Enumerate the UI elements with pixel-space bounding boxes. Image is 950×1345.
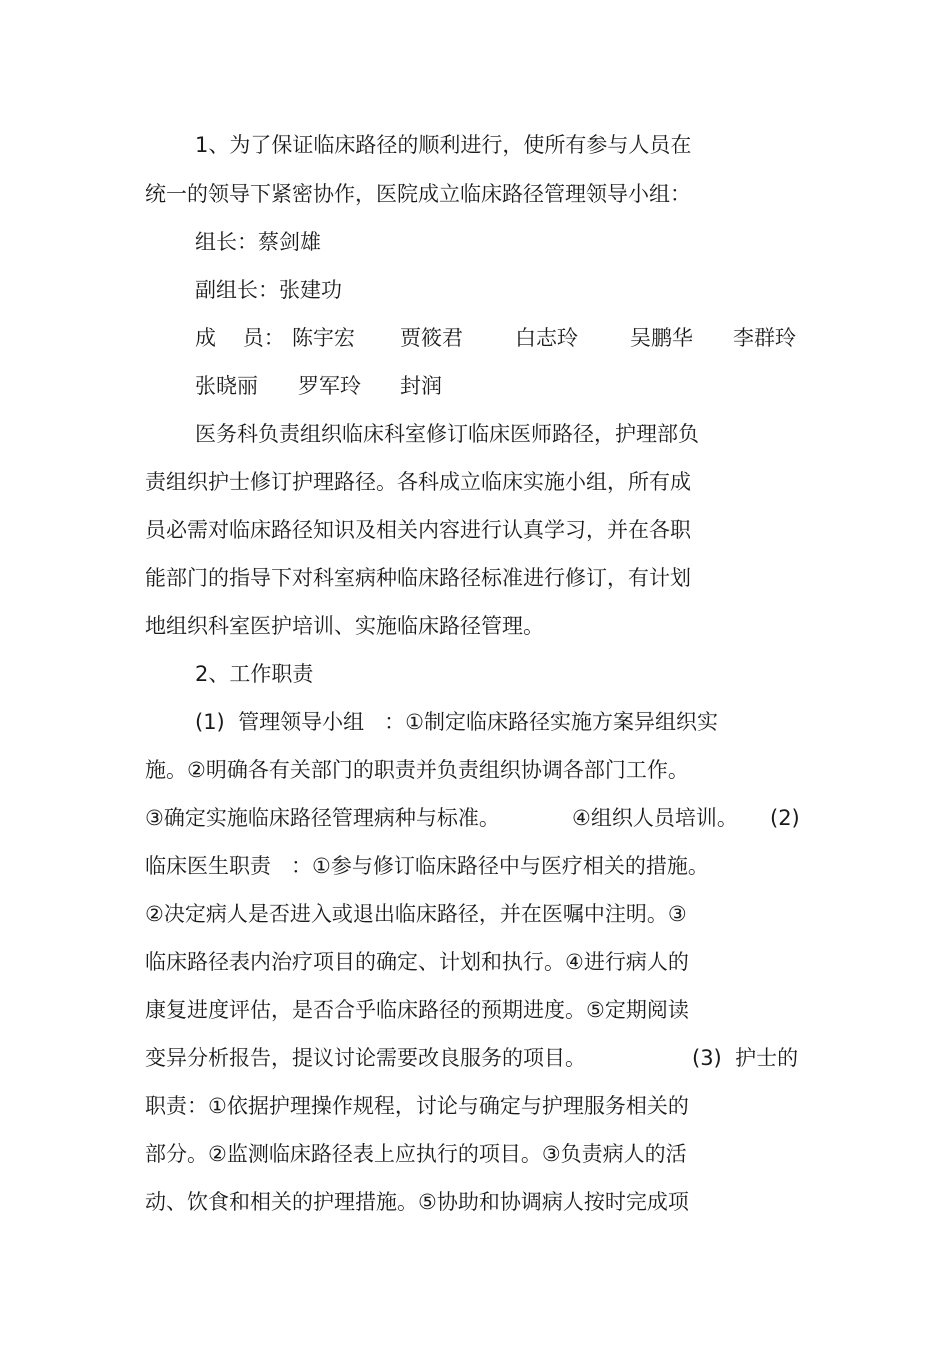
members-row-1: [0, 324, 950, 352]
duty-line-segment: ④组织人员培训。: [572, 806, 738, 830]
duty-line-segment: (3) 护士的: [692, 1046, 799, 1070]
intro-line-2: 统一的领导下紧密协作，医院成立临床路径管理领导小组：: [145, 182, 691, 206]
paragraph-line: 能部门的指导下对科室病种临床路径标准进行修订，有计划: [145, 566, 691, 590]
member-name: 封润: [400, 374, 442, 398]
duty-line: 临床路径表内治疗项目的确定、计划和执行。④进行病人的: [145, 950, 689, 974]
duty-line: ②决定病人是否进入或退出临床路径，并在医嘱中注明。③: [145, 902, 687, 926]
members-label: 成 员：: [195, 326, 285, 350]
member-name: 白志玲: [515, 326, 578, 350]
members-row-2: [0, 372, 950, 400]
duty-line: 临床医生职责 ：①参与修订临床路径中与医疗相关的措施。: [145, 854, 709, 878]
duty-line: 职责：①依据护理操作规程，讨论与确定与护理服务相关的: [145, 1094, 689, 1118]
paragraph-line: 责组织护士修订护理路径。各科成立临床实施小组，所有成: [145, 470, 691, 494]
duty-line-segment: (2): [770, 806, 800, 830]
section-heading: 2、工作职责: [195, 662, 314, 686]
duty-line: 动、饮食和相关的护理措施。⑤协助和协调病人按时完成项: [145, 1190, 689, 1214]
paragraph-line: 员必需对临床路径知识及相关内容进行认真学习，并在各职: [145, 518, 691, 542]
deputy-group-leader: 副组长：张建功: [195, 278, 342, 302]
duty-line: [0, 1044, 950, 1072]
member-name: 贾筱君: [400, 326, 463, 350]
paragraph-line: 地组织科室医护培训、实施临床路径管理。: [145, 614, 544, 638]
paragraph-line: 医务科负责组织临床科室修订临床医师路径，护理部负: [195, 422, 699, 446]
duty-line: [0, 804, 950, 832]
group-leader: 组长：蔡剑雄: [195, 230, 321, 254]
duty-line: (1) 管理领导小组 ：①制定临床路径实施方案异组织实: [195, 710, 718, 734]
member-name: 罗军玲: [298, 374, 361, 398]
duty-line-segment: ③确定实施临床路径管理病种与标准。: [145, 806, 500, 830]
intro-line-1: 1、为了保证临床路径的顺利进行，使所有参与人员在: [195, 133, 692, 157]
member-name: 吴鹏华: [630, 326, 693, 350]
duty-line: 施。②明确各有关部门的职责并负责组织协调各部门工作。: [145, 758, 689, 782]
duty-line-segment: 变异分析报告，提议讨论需要改良服务的项目。: [145, 1046, 586, 1070]
member-name: 陈宇宏: [292, 326, 355, 350]
member-name: 张晓丽: [195, 374, 258, 398]
member-name: 李群玲: [733, 326, 796, 350]
duty-line: 康复进度评估，是否合乎临床路径的预期进度。⑤定期阅读: [145, 998, 689, 1022]
duty-line: 部分。②监测临床路径表上应执行的项目。③负责病人的活: [145, 1142, 687, 1166]
